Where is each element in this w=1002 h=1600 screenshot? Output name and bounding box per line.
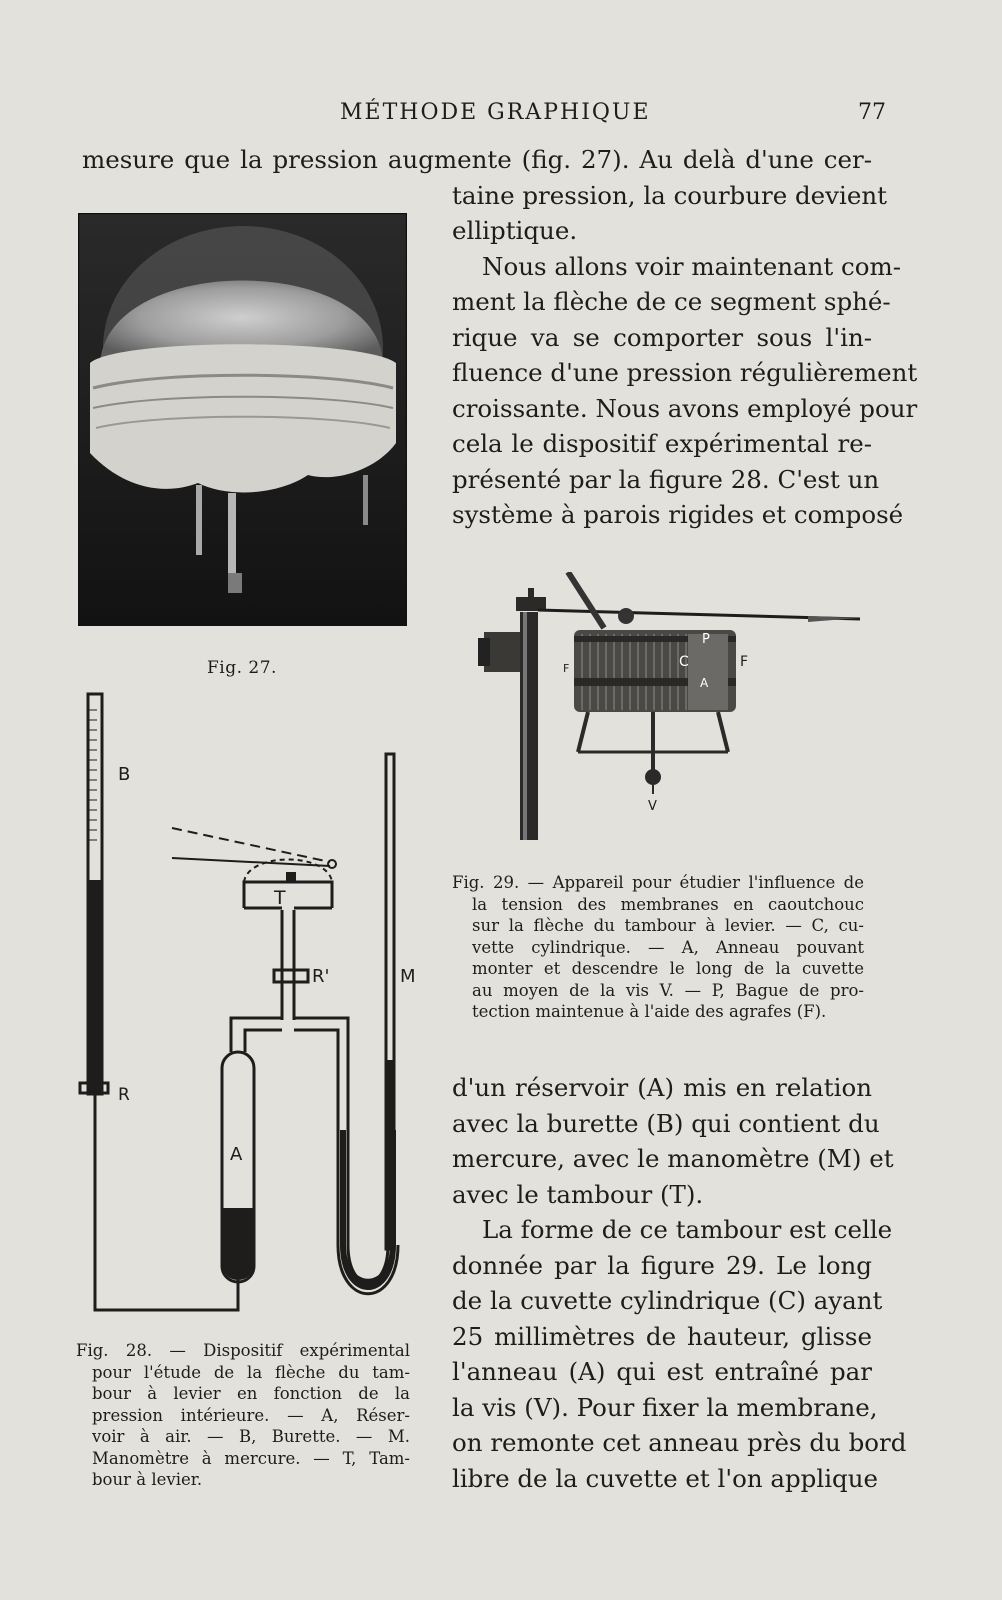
body-line: elliptique. [452,216,578,245]
fig28-diagram [68,690,428,1320]
fig29-label-f-left: F [563,662,570,675]
body-line: mercure, avec le manomètre (M) et [452,1144,894,1173]
caption-line: au moyen de la vis V. — P, Bague de pro- [472,980,864,1000]
body-line: cela le dispositif expérimental re- [452,429,872,458]
fig27-photograph [78,213,407,626]
body-line: présenté par la figure 28. C'est un [452,465,880,494]
caption-line: voir à air. — B, Burette. — M. [92,1427,410,1446]
fig29-label-a: A [700,676,709,690]
fig28-label-t: T [274,887,286,909]
caption-line: la tension des membranes en caoutchouc [472,894,864,914]
body-line: la vis (V). Pour fixer la membrane, [452,1393,878,1422]
caption-line: vette cylindrique. — A, Anneau pouvant [472,937,864,957]
body-line: donnée par la figure 29. Le long [452,1251,872,1280]
fig29-label-c: C [679,654,689,670]
body-line: Nous allons voir maintenant com- [482,252,902,281]
caption-line: bour à levier en fonction de la [92,1384,410,1403]
caption-line: monter et descendre le long de la cuvette [472,959,864,978]
fig29-label-v: V [648,799,657,814]
fig29-label-f: F [740,654,749,670]
body-line: ment la flèche de ce segment sphé- [452,287,891,316]
body-line: croissante. Nous avons employé pour [452,394,918,423]
fig28-label-m: M [400,966,416,987]
caption-line: bour à levier. [92,1470,203,1489]
fig28-caption [76,1340,410,1491]
caption-line: tection maintenue à l'aide des agrafes (F). [472,1002,827,1021]
body-line: fluence d'une pression régulièrement [452,358,918,387]
body-line: on remonte cet anneau près du bord [452,1428,907,1457]
running-title: MÉTHODE GRAPHIQUE [340,100,651,125]
fig29-apparatus [478,572,876,840]
caption-line: pour l'étude de la flèche du tam- [92,1362,410,1382]
body-line: avec la burette (B) qui contient du [452,1109,880,1138]
caption-line: Fig. 29. — Appareil pour étudier l'influence de [452,873,864,892]
fig29-caption [452,872,864,1023]
caption-line: Manomètre à mercure. — T, Tam- [92,1448,410,1468]
caption-line: Fig. 28. — Dispositif expérimental [76,1341,410,1360]
body-line: avec le tambour (T). [452,1180,704,1209]
body-line: de la cuvette cylindrique (C) ayant [452,1286,883,1315]
body-line: l'anneau (A) qui est entraîné par [452,1357,872,1386]
body-line: d'un réservoir (A) mis en relation [452,1073,872,1102]
caption-line: sur la flèche du tambour à levier. — C, cu- [472,916,864,935]
fig28-label-a: A [230,1144,243,1165]
fig28-label-r: R [118,1085,130,1105]
body-line: système à parois rigides et composé [452,500,904,529]
body-line: taine pression, la courbure devient [452,181,887,210]
page-number: 77 [858,100,886,125]
caption-line: pression intérieure. — A, Réser- [92,1405,410,1425]
fig27-label: Fig. 27. [207,658,277,678]
fig29-label-p: P [702,632,710,647]
body-line: rique va se comporter sous l'in- [452,323,872,352]
body-line: mesure que la pression augmente (fig. 27). Au delà d'une cer- [82,145,872,174]
fig28-label-r-prime: R' [312,966,330,987]
body-line: La forme de ce tambour est celle [482,1215,893,1244]
body-line: 25 millimètres de hauteur, glisse [452,1322,872,1351]
fig28-label-b: B [118,764,131,785]
body-line: libre de la cuvette et l'on applique [452,1464,878,1493]
